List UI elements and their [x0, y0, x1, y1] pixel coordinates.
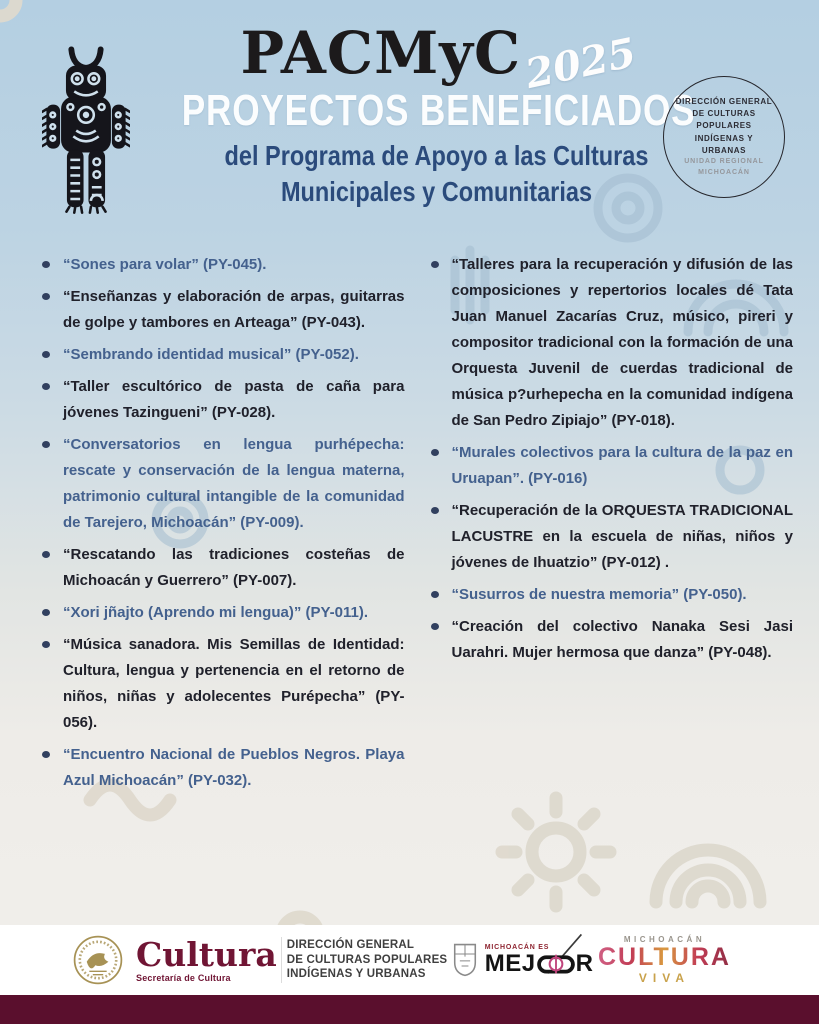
projects-section [0, 252, 819, 800]
project-label: “Creación del colectivo Nanaka Sesi Jasi Uarahri. Mujer hermosa que danza” (PY-048). [451, 618, 793, 661]
cultura-wordmark: Cultura [136, 934, 277, 974]
project-label: “Susurros de nuestra memoria” (PY-050). [451, 586, 747, 603]
stamp-line: MICHOACÁN [698, 168, 750, 176]
mejor-prefix: MEJ [484, 950, 536, 977]
project-list-item [429, 614, 794, 666]
mexico-eagle-seal-icon [72, 934, 124, 986]
program-year: 2025 [521, 28, 641, 99]
project-list-item [40, 632, 405, 736]
project-label: “Rescatando las tradiciones costeñas de Michoacán y Guerrero” (PY-007). [63, 546, 405, 589]
bottom-maroon-bar [0, 995, 819, 1024]
project-label: “Música sanadora. Mis Semillas de Identidad: Cultura, lengua y pertenencia en el retorno de niños, niñas y adolecentes Purépecha” (PY-056). [63, 636, 405, 731]
project-list-item [429, 252, 794, 434]
project-list-item [40, 374, 405, 426]
bullet-icon [42, 641, 50, 648]
bullet-icon [42, 293, 50, 300]
subtitle-line-2: Municipales y Comunitarias [280, 175, 593, 207]
michoacan-shield-icon [452, 942, 478, 978]
project-label: “Sembrando identidad musical” (PY-052). [63, 346, 359, 363]
regional-office-stamp [663, 76, 785, 198]
bullet-icon [431, 623, 439, 630]
bullet-icon [42, 751, 50, 758]
bullet-icon [431, 591, 439, 598]
footer-divider [281, 937, 282, 983]
bullet-icon [42, 351, 50, 358]
project-label: “Taller escultórico de pasta de caña para jóvenes Tazingueni” (PY-028). [63, 378, 405, 421]
project-label: “Xori jñajto (Aprendo mi lengua)” (PY-011). [63, 604, 369, 621]
dg-line-2: DE CULTURAS POPULARES [286, 953, 448, 966]
secretaria-label: Secretaría de Cultura [136, 972, 231, 983]
project-label: “Talleres para la recuperación y difusión de las composiciones y repertorios locales dé Tata Juan Manuel Zacarías Cruz, músico, pireri y compositor tradicional con la formación de una Orquesta Juvenil de cuerdas tradicional de música p?urhepecha en la comunidad indígena de San Pedro Zipiajo” (PY-018). [451, 256, 793, 429]
bullet-icon [431, 507, 439, 514]
project-list-item [40, 742, 405, 794]
bullet-icon [42, 551, 50, 558]
stamp-line: UNIDAD REGIONAL [684, 158, 764, 166]
project-list-item [429, 498, 794, 576]
subtitle-line-1: del Programa de Apoyo a las Culturas [224, 139, 649, 171]
cultura-logo [72, 934, 277, 986]
page-subtitle [169, 138, 704, 210]
project-list-item [40, 342, 405, 368]
mejor-wordmark [485, 952, 594, 976]
project-list-item [40, 600, 405, 626]
project-list-right [429, 252, 794, 800]
bullet-icon [431, 449, 439, 456]
project-label: “Sones para volar” (PY-045). [63, 256, 267, 273]
project-list-item [40, 432, 405, 536]
michoacan-es-mejor-logo [452, 942, 594, 978]
stamp-line: DE CULTURAS POPULARES [692, 108, 756, 131]
project-label: “Murales colectivos para la cultura de la paz en Uruapan”. (PY-016) [451, 444, 793, 487]
dg-line-3: INDÍGENAS Y URBANAS [286, 968, 426, 981]
page-title: PROYECTOS BENEFICIADOS [181, 85, 696, 135]
bullet-icon [42, 441, 50, 448]
bullet-icon [42, 261, 50, 268]
direccion-general-label [287, 938, 448, 983]
michoacan-cultura-viva-logo [598, 935, 731, 985]
bullet-icon [42, 609, 50, 616]
bullet-icon [431, 261, 439, 268]
mejor-tagline: MICHOACÁN ES [484, 944, 550, 951]
cv-cultura-wordmark: CULTURA [597, 943, 731, 971]
title-block [118, 19, 755, 210]
stamp-line: INDÍGENAS Y URBANAS [694, 133, 754, 156]
cv-michoacan-label: MICHOACÁN [623, 935, 706, 944]
project-list-item [429, 440, 794, 492]
project-label: “Encuentro Nacional de Pueblos Negros. Playa Azul Michoacán” (PY-032). [63, 746, 405, 789]
trompo-o-icon [537, 953, 575, 975]
project-label: “Enseñanzas y elaboración de arpas, guitarras de golpe y tambores en Arteaga” (PY-043). [63, 288, 405, 331]
project-list-item [40, 542, 405, 594]
project-label: “Recuperación de la ORQUESTA TRADICIONAL LACUSTRE en la escuela de niñas, niños y jóvenes de Ihuatzio” (PY-012) . [451, 502, 793, 571]
stamp-line: DIRECCIÓN GENERAL [675, 96, 773, 106]
cv-viva-label: VIVA [638, 971, 691, 985]
mejor-suffix: R [575, 950, 594, 977]
indigenous-figure-logo [42, 46, 130, 218]
project-list-item [40, 252, 405, 278]
dg-line-1: DIRECCIÓN GENERAL [286, 938, 415, 951]
project-label: “Conversatorios en lengua purhépecha: rescate y conservación de la lengua materna, patrimonio cultural intangible de la comunidad de Tarejero, Michoacán” (PY-009). [63, 436, 405, 531]
bullet-icon [42, 383, 50, 390]
footer-logos-band [0, 925, 819, 995]
project-list-left [40, 252, 405, 800]
project-list-item [429, 582, 794, 608]
project-list-item [40, 284, 405, 336]
program-title: PACMyC [240, 19, 522, 87]
